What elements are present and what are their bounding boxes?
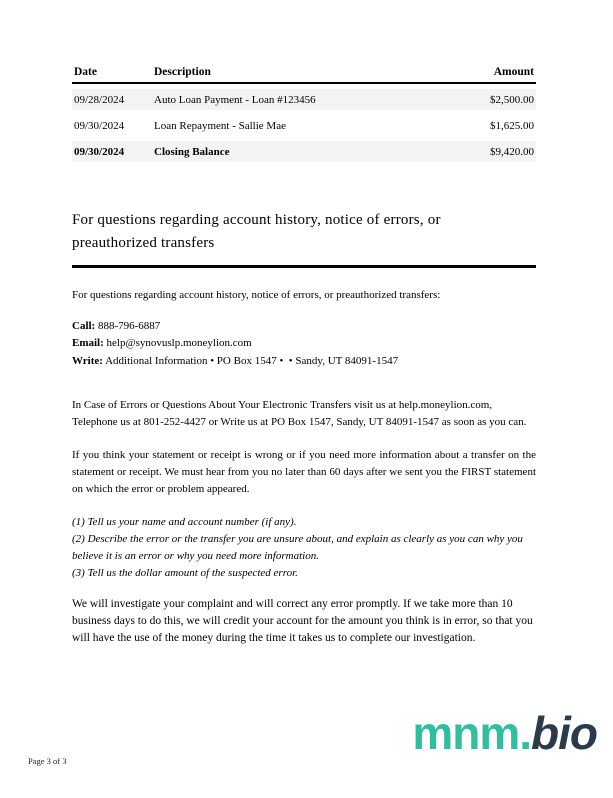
list-item: (1) Tell us your name and account number (if any). bbox=[72, 516, 297, 528]
table-row bbox=[72, 89, 536, 110]
cell-amount: $2,500.00 bbox=[446, 89, 536, 110]
contact-write-line bbox=[72, 353, 536, 371]
cell-description: Loan Repayment - Sallie Mae bbox=[154, 119, 286, 132]
transactions-table bbox=[72, 58, 536, 167]
cell-description: Auto Loan Payment - Loan #123456 bbox=[152, 89, 446, 110]
contact-email-line bbox=[72, 335, 536, 353]
cell-amount: $1,625.00 bbox=[490, 119, 534, 132]
list-item: (3) Tell us the dollar amount of the suspected error. bbox=[72, 567, 298, 579]
logo-suffix: bio bbox=[531, 707, 597, 759]
page-number: Page 3 of 3 bbox=[28, 756, 67, 766]
contact-write-value: Additional Information • PO Box 1547 • • Sandy, UT 84091-1547 bbox=[105, 354, 399, 367]
contact-write-label: Write: bbox=[72, 354, 103, 367]
contact-call-label: Call: bbox=[72, 319, 96, 332]
table-header-row bbox=[72, 63, 536, 84]
section-intro: For questions regarding account history, notice of errors, or preauthorized transfers: bbox=[72, 288, 441, 301]
column-header-date: Date bbox=[72, 63, 152, 84]
table-row-closing-balance bbox=[72, 141, 536, 162]
heading-rule bbox=[72, 265, 536, 268]
list-item: (2) Describe the error or the transfer you are unsure about, and explain as clearly as you can why you believe it is an error or why you need more information. bbox=[72, 533, 523, 562]
contact-call-line bbox=[72, 318, 536, 336]
logo-prefix: mnm. bbox=[412, 707, 532, 759]
contact-call-value: 888-796-6887 bbox=[97, 319, 161, 332]
cell-date: 09/30/2024 bbox=[72, 141, 152, 162]
sixty-days-paragraph: If you think your statement or receipt is wrong or if you need more information about a transfer on the statement or receipt. We must hear from you no later than 60 days after we sent you the FIRST statement on which the error or problem appeared. bbox=[72, 449, 536, 495]
mnm-bio-logo bbox=[412, 707, 597, 759]
column-header-description: Description bbox=[152, 63, 446, 84]
cell-date: 09/30/2024 bbox=[74, 119, 125, 132]
table-row bbox=[72, 115, 536, 136]
investigation-paragraph: We will investigate your complaint and will correct any error promptly. If we take more than 10 business days to do this, we will credit your account for the amount you think is in error, so that you will have the use of the money during the time it takes us to complete our investigation. bbox=[72, 598, 533, 644]
statement-body bbox=[72, 0, 536, 647]
contact-block bbox=[72, 318, 536, 371]
cell-amount: $9,420.00 bbox=[446, 141, 536, 162]
column-header-amount: Amount bbox=[446, 63, 536, 84]
cell-date: 09/28/2024 bbox=[72, 89, 152, 110]
error-steps-list bbox=[72, 514, 536, 582]
section-heading: For questions regarding account history, notice of errors, or preauthorized transfers bbox=[72, 212, 441, 252]
errors-contact-paragraph: In Case of Errors or Questions About Your Electronic Transfers visit us at help.moneylion.com, Telephone us at 801-252-4427 or Write us at PO Box 1547, Sandy, UT 84091-1547 as soon as you can. bbox=[72, 399, 527, 428]
cell-description: Closing Balance bbox=[152, 141, 446, 162]
contact-email-label: Email: bbox=[72, 337, 104, 349]
contact-email-value: help@synovuslp.moneylion.com bbox=[106, 337, 252, 349]
